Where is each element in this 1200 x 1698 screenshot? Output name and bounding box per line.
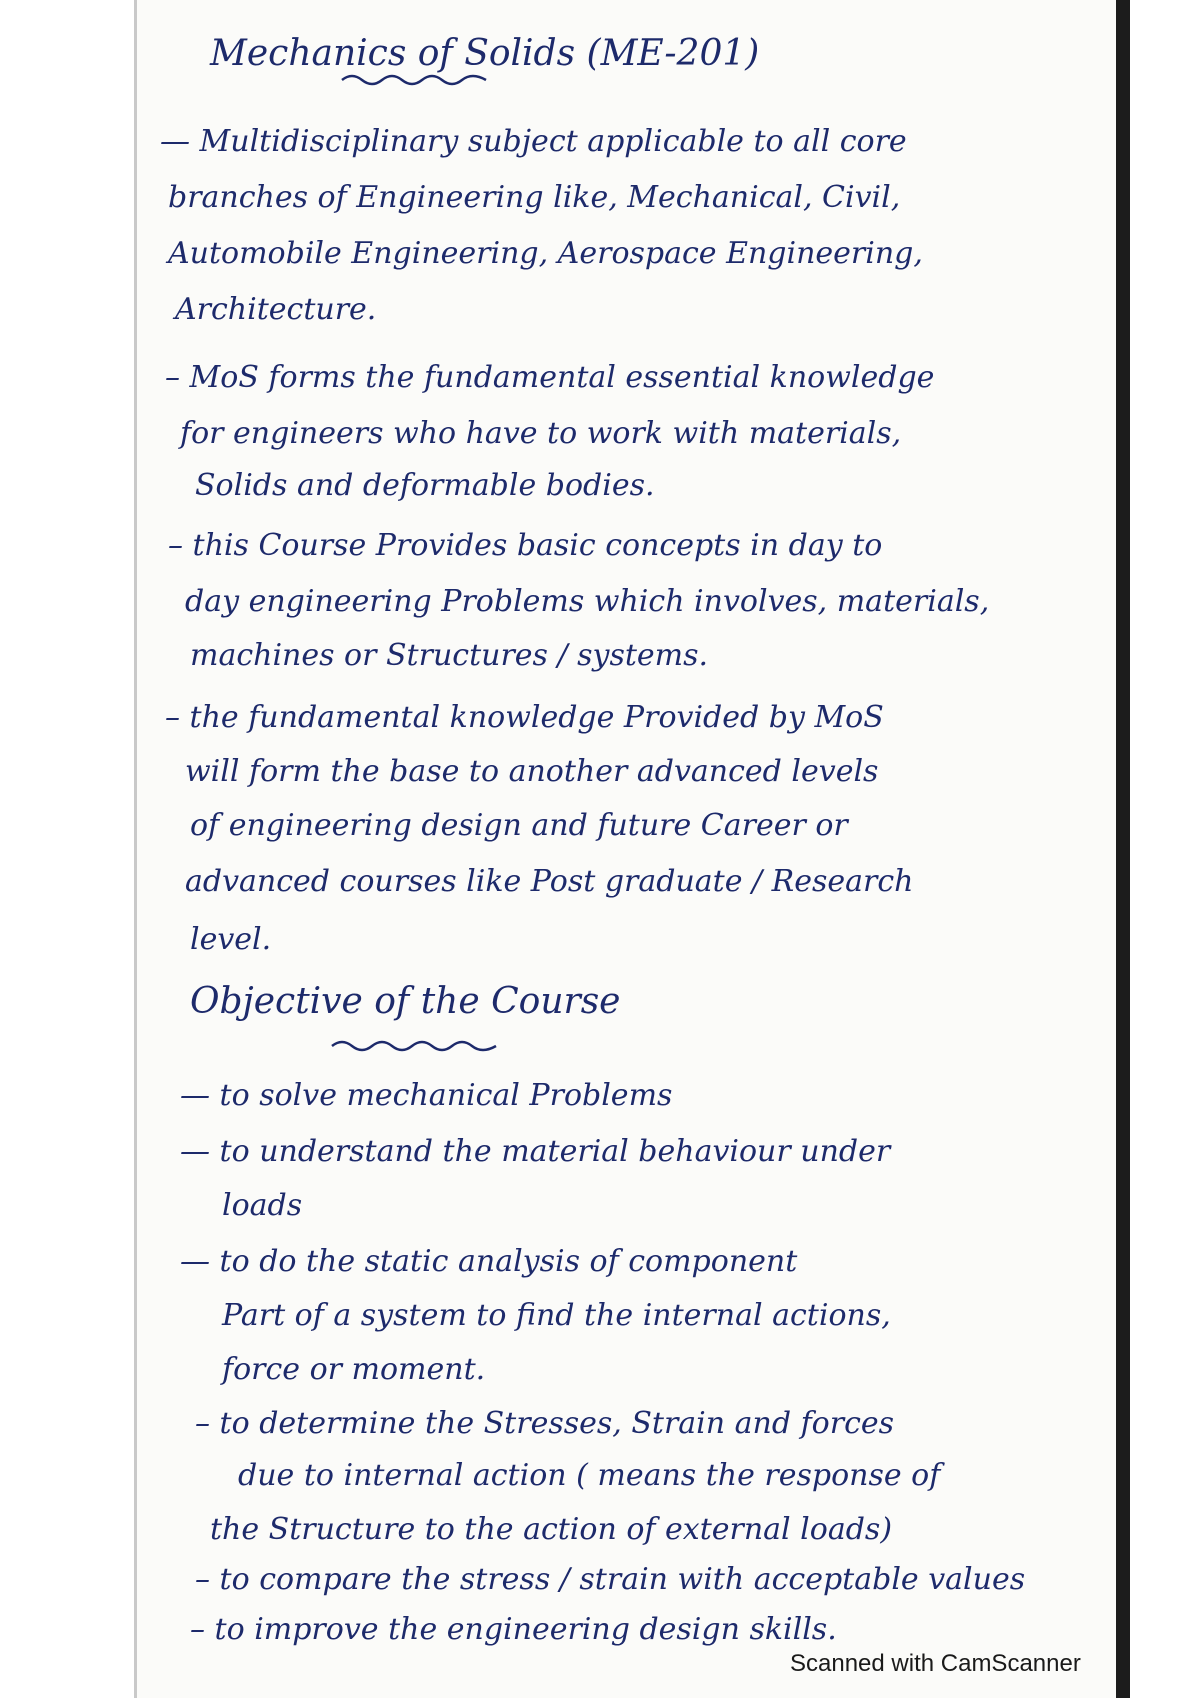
objective-line: – to improve the engineering design skills. bbox=[190, 1612, 837, 1647]
objective-line: force or moment. bbox=[222, 1352, 486, 1387]
objective-line: – to determine the Stresses, Strain and forces bbox=[195, 1406, 895, 1441]
paragraph-line: advanced courses like Post graduate / Research bbox=[185, 864, 914, 899]
paragraph-line: – this Course Provides basic concepts in day to bbox=[168, 528, 883, 563]
paragraph-line: machines or Structures / systems. bbox=[190, 638, 709, 673]
objective-underline bbox=[330, 1036, 500, 1056]
paragraph-line: – MoS forms the fundamental essential knowledge bbox=[165, 360, 935, 395]
page-title: Mechanics of Solids (ME-201) bbox=[210, 33, 760, 74]
page-margin-line bbox=[134, 0, 137, 1698]
objective-line: the Structure to the action of external loads) bbox=[210, 1512, 893, 1547]
objective-line: Part of a system to find the internal actions, bbox=[222, 1298, 891, 1333]
objective-line: — to do the static analysis of component bbox=[180, 1244, 798, 1279]
objective-line: loads bbox=[222, 1188, 303, 1223]
scanner-watermark: Scanned with CamScanner bbox=[790, 1650, 1081, 1677]
paragraph-line: day engineering Problems which involves, materials, bbox=[185, 584, 990, 619]
objective-line: – to compare the stress / strain with acceptable values bbox=[195, 1562, 1026, 1597]
paragraph-line: Solids and deformable bodies. bbox=[195, 468, 655, 503]
paragraph-line: Architecture. bbox=[175, 292, 377, 327]
paragraph-line: – the fundamental knowledge Provided by MoS bbox=[165, 700, 884, 735]
objective-line: due to internal action ( means the response of bbox=[238, 1458, 941, 1493]
paragraph-line: level. bbox=[190, 922, 272, 957]
objective-line: — to understand the material behaviour under bbox=[180, 1134, 891, 1169]
title-underline bbox=[340, 70, 490, 90]
paragraph-line: branches of Engineering like, Mechanical, Civil, bbox=[168, 180, 901, 215]
paragraph-line: of engineering design and future Career or bbox=[190, 808, 848, 843]
paragraph-line: will form the base to another advanced levels bbox=[185, 754, 879, 789]
objective-line: — to solve mechanical Problems bbox=[180, 1078, 673, 1113]
paragraph-line: — Multidisciplinary subject applicable to all core bbox=[160, 124, 907, 159]
objective-heading: Objective of the Course bbox=[190, 981, 621, 1022]
paragraph-line: for engineers who have to work with materials, bbox=[180, 416, 902, 451]
paragraph-line: Automobile Engineering, Aerospace Engineering, bbox=[168, 236, 923, 271]
